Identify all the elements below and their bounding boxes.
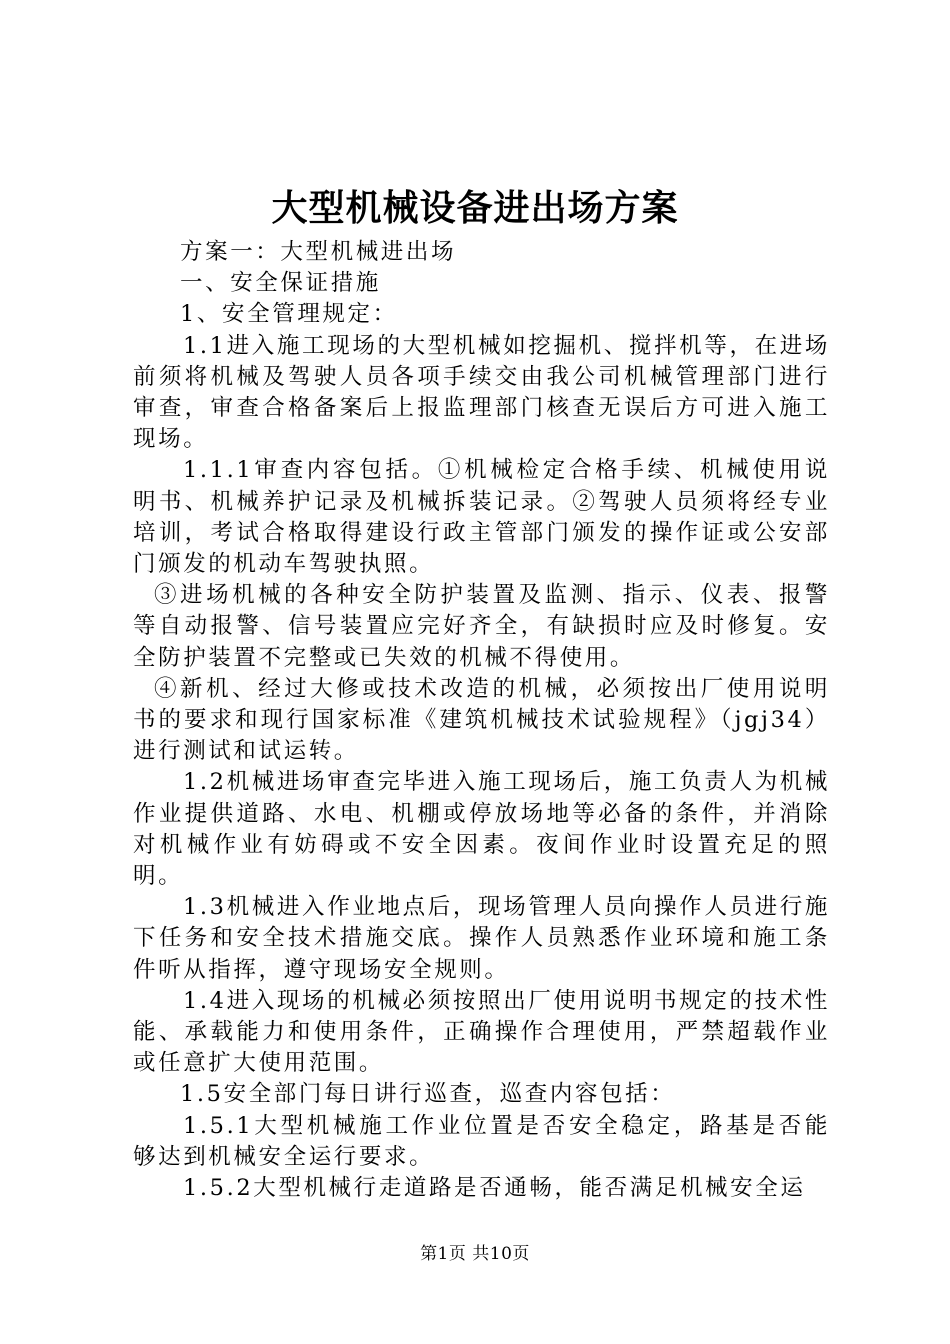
paragraph-plan-one: 方案一：大型机械进出场 [180, 239, 457, 265]
document-title: 大型机械设备进出场方案 [271, 187, 679, 229]
paragraph-1-1: 1.1进入施工现场的大型机械如挖掘机、搅拌机等，在进场前须将机械及驾驶人员各项手续交由我公司机械管理部门进行审查，审查合格备案后上报监理部门核查无误后方可进入施工现场。 [133, 332, 830, 453]
paragraph-section-heading: 一、安全保证措施 [180, 270, 381, 297]
document-body [133, 237, 830, 1204]
paragraph-subheading: 1、安全管理规定： [180, 301, 398, 328]
paragraph-1-3: 1.3机械进入作业地点后，现场管理人员向操作人员进行施下任务和安全技术措施交底。操作人员熟悉作业环境和施工条件听从指挥，遵守现场安全规则。 [133, 894, 830, 983]
paragraph-1-1-1: 1.1.1审查内容包括。①机械检定合格手续、机械使用说明书、机械养护记录及机械拆装记录。②驾驶人员须将经专业培训，考试合格取得建设行政主管部门颁发的操作证或公安部门颁发的机动车驾驶执照。 [133, 457, 830, 578]
paragraph-1-5-2: 1.5.2大型机械行走道路是否通畅，能否满足机械安全运 [183, 1175, 806, 1202]
paragraph-item-4: ④新机、经过大修或技术改造的机械，必须按出厂使用说明书的要求和现行国家标准《建筑机械技术试验规程》（jgj34）进行测试和试运转。 [133, 675, 830, 765]
paragraph-1-5-1: 1.5.1大型机械施工作业位置是否安全稳定，路基是否能够达到机械安全运行要求。 [133, 1112, 830, 1170]
paragraph-1-5: 1.5安全部门每日讲行巡查，巡查内容包括： [180, 1081, 676, 1108]
paragraph-1-4: 1.4进入现场的机械必须按照出厂使用说明书规定的技术性能、承载能力和使用条件，正确操作合理使用，严禁超载作业或任意扩大使用范围。 [133, 987, 830, 1077]
page-footer: 第1页 共10页 [420, 1244, 530, 1264]
paragraph-item-3: ③进场机械的各种安全防护装置及监测、指示、仪表、报警等自动报警、信号装置应完好齐全，有缺损时应及时修复。安全防护装置不完整或已失效的机械不得使用。 [133, 582, 830, 671]
paragraph-1-2: 1.2机械进场审查完毕进入施工现场后，施工负责人为机械作业提供道路、水电、机棚或停放场地等必备的条件，并消除对机械作业有妨碍或不安全因素。夜间作业时设置充足的照明。 [133, 769, 830, 890]
